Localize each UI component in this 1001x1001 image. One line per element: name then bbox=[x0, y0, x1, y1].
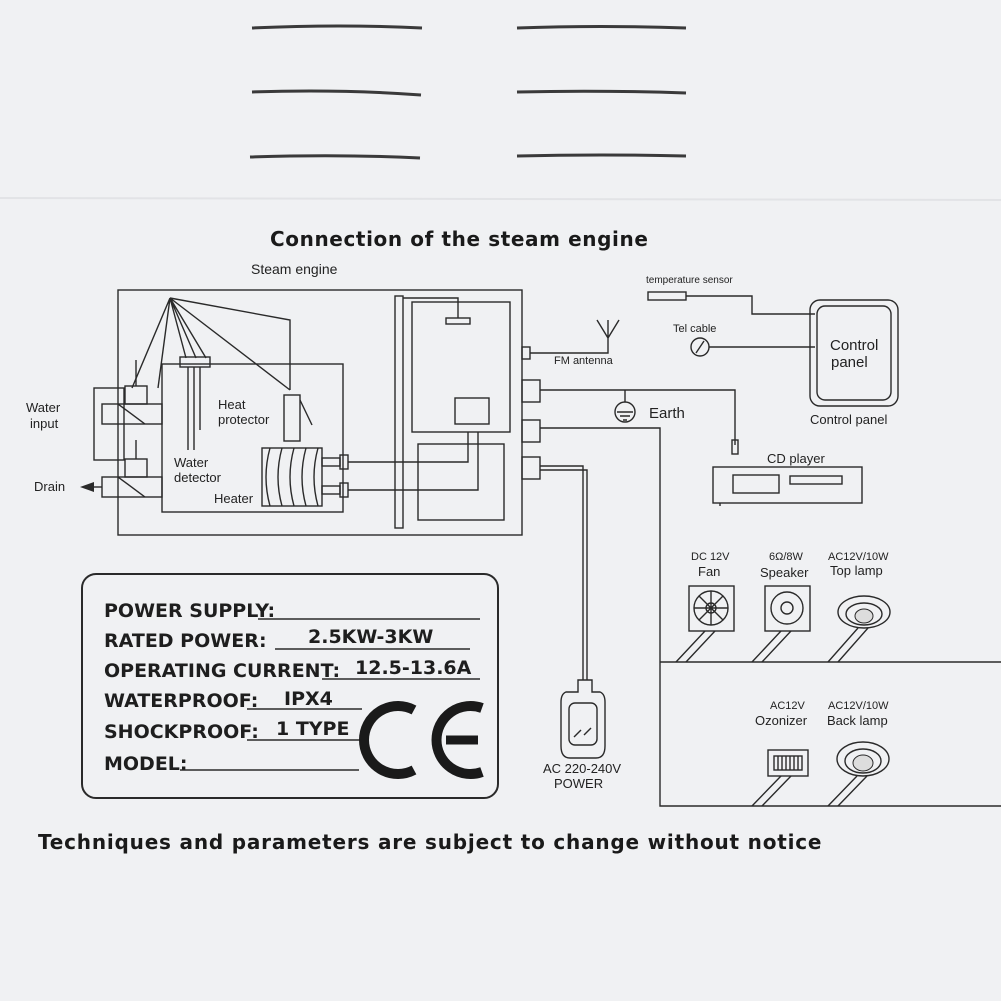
spec-label-power-supply: POWER SUPPLY: bbox=[104, 600, 276, 622]
spec-value-operating-current: 12.5-13.6A bbox=[355, 657, 472, 679]
control-panel-inner-label-1: Control bbox=[830, 337, 879, 354]
speaker-spec-label: 6Ω/8W bbox=[769, 551, 803, 563]
control-panel-inner-label-2: panel bbox=[831, 354, 868, 371]
fm-antenna-icon bbox=[530, 320, 619, 353]
fm-antenna-label: FM antenna bbox=[554, 355, 613, 367]
spec-label-rated-power: RATED POWER bbox=[104, 630, 259, 652]
engine-connectors bbox=[522, 347, 540, 479]
fan-label: Fan bbox=[698, 564, 721, 579]
spec-sep-rated-power: : bbox=[259, 630, 267, 652]
speaker-icon bbox=[765, 586, 810, 631]
ce-mark-icon bbox=[364, 706, 482, 774]
power-label-2: POWER bbox=[554, 776, 604, 791]
speaker-label: Speaker bbox=[760, 565, 809, 580]
water-input-label-1: Water bbox=[26, 400, 61, 415]
spec-label-shockproof: SHOCKPROOF: bbox=[104, 721, 259, 743]
spec-label-waterproof: WATERPROOF: bbox=[104, 690, 259, 712]
heater-coil-icon bbox=[262, 448, 340, 506]
heater-label: Heater bbox=[214, 491, 254, 506]
fan-icon bbox=[689, 586, 734, 631]
spec-label-model: MODEL: bbox=[104, 753, 188, 775]
top-lamp-icon bbox=[838, 596, 890, 628]
control-panel-label: Control panel bbox=[810, 412, 888, 427]
back-lamp-label: Back lamp bbox=[827, 713, 888, 728]
water-detector-icon bbox=[180, 357, 210, 367]
spec-value-waterproof: IPX4 bbox=[284, 688, 333, 710]
drain-arrow-icon bbox=[80, 482, 94, 492]
power-plug-icon bbox=[561, 680, 605, 758]
fan-spec-label: DC 12V bbox=[691, 551, 730, 563]
vent-slots bbox=[250, 26, 686, 158]
heat-protector-label-2: protector bbox=[218, 412, 270, 427]
spec-value-shockproof: 1 TYPE bbox=[276, 718, 350, 740]
drain-valve-icon bbox=[102, 459, 162, 497]
temperature-sensor-icon bbox=[648, 292, 686, 300]
power-label-1: AC 220-240V bbox=[543, 761, 622, 776]
heat-protector-icon bbox=[284, 395, 300, 441]
spec-plate bbox=[82, 574, 498, 798]
steam-engine-box bbox=[94, 290, 522, 535]
back-lamp-spec-label: AC12V/10W bbox=[828, 700, 889, 712]
footer-notice: Techniques and parameters are subject to change without notice bbox=[38, 830, 823, 854]
water-detector-label-2: detector bbox=[174, 470, 221, 485]
water-detector-label-1: Water bbox=[174, 455, 209, 470]
water-input-valve-icon bbox=[102, 386, 162, 424]
back-lamp-icon bbox=[837, 742, 889, 776]
heat-protector-label-1: Heat bbox=[218, 397, 246, 412]
spec-value-rated-power: 2.5KW-3KW bbox=[308, 626, 434, 648]
top-lamp-label: Top lamp bbox=[830, 563, 883, 578]
tel-cable-label: Tel cable bbox=[673, 323, 717, 335]
earth-label: Earth bbox=[649, 405, 685, 422]
drain-label: Drain bbox=[34, 479, 66, 494]
steam-engine-label: Steam engine bbox=[251, 261, 338, 277]
diagram-title: Connection of the steam engine bbox=[270, 227, 649, 251]
ozonizer-spec-label: AC12V bbox=[770, 700, 805, 712]
earth-icon bbox=[615, 402, 635, 422]
water-input-label-2: input bbox=[30, 416, 59, 431]
ozonizer-label: Ozonizer bbox=[755, 713, 808, 728]
spec-label-operating-current: OPERATING CURRENT: bbox=[104, 660, 341, 682]
top-lamp-spec-label: AC12V/10W bbox=[828, 551, 889, 563]
temperature-sensor-label: temperature sensor bbox=[646, 275, 733, 286]
ozonizer-icon bbox=[768, 750, 808, 776]
cd-player-label: CD player bbox=[767, 451, 825, 466]
cd-player-icon bbox=[713, 467, 862, 506]
